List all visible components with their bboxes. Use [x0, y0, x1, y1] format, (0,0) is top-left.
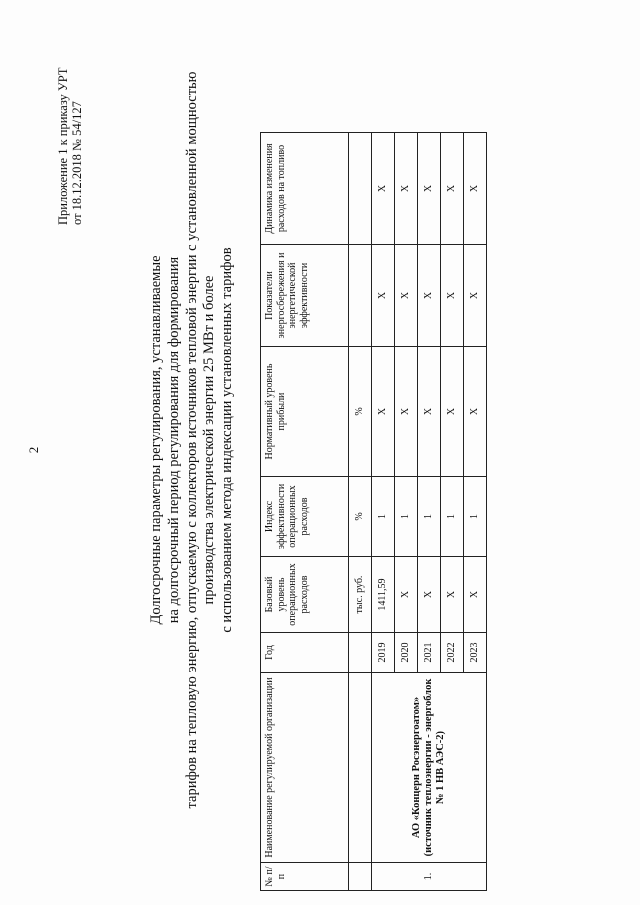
appendix-line-2: от 18.12.2018 № 54/127	[70, 101, 84, 225]
fuel-dynamics-cell: Х	[372, 133, 395, 245]
table-row	[372, 133, 395, 891]
header-year: Год	[261, 633, 349, 673]
header-energy-saving: Показатели энергосбережения и энергетической эффективности	[261, 245, 349, 347]
energy-saving-cell: Х	[372, 245, 395, 347]
efficiency-index-cell: 1	[372, 477, 395, 557]
base-opex-cell: 1411,59	[372, 557, 395, 633]
efficiency-index-cell: 1	[395, 477, 418, 557]
unit-energy-saving	[349, 245, 372, 347]
profit-level-cell: Х	[441, 347, 464, 477]
unit-num	[349, 863, 372, 891]
appendix-line-1: Приложение 1 к приказу УРТ	[56, 67, 70, 225]
year-cell: 2020	[395, 633, 418, 673]
title-line-4: производства электрической энергии 25 МВт и более	[201, 275, 218, 605]
efficiency-index-cell: 1	[418, 477, 441, 557]
header-num: № п/п	[261, 863, 349, 891]
base-opex-cell: Х	[441, 557, 464, 633]
page-number: 2	[26, 446, 41, 454]
header-base-opex: Базовый уровень операционных расходов	[261, 557, 349, 633]
fuel-dynamics-cell: Х	[441, 133, 464, 245]
unit-profit-level: %	[349, 347, 372, 477]
efficiency-index-cell: 1	[464, 477, 487, 557]
header-fuel-dynamics: Динамика изменения расходов на топливо	[261, 133, 349, 245]
title-line-1: Долгосрочные параметры регулирования, устанавливаемые	[148, 255, 164, 625]
energy-saving-cell: Х	[395, 245, 418, 347]
profit-level-cell: Х	[418, 347, 441, 477]
year-cell: 2019	[372, 633, 395, 673]
base-opex-cell: Х	[418, 557, 441, 633]
year-cell: 2023	[464, 633, 487, 673]
energy-saving-cell: Х	[418, 245, 441, 347]
year-cell: 2021	[418, 633, 441, 673]
table-header-row	[261, 133, 349, 891]
energy-saving-cell: Х	[464, 245, 487, 347]
title-line-2: на долгосрочный период регулирования для формирования	[165, 256, 182, 624]
fuel-dynamics-cell: Х	[395, 133, 418, 245]
base-opex-cell: Х	[464, 557, 487, 633]
document-title	[148, 35, 237, 845]
base-opex-cell: Х	[395, 557, 418, 633]
row-number: 1.	[372, 863, 487, 891]
profit-level-cell: Х	[372, 347, 395, 477]
unit-fuel-dynamics	[349, 133, 372, 245]
unit-efficiency-index: %	[349, 477, 372, 557]
header-efficiency-index: Индекс эффективности операционных расходов	[261, 477, 349, 557]
unit-base-opex: тыс. руб.	[349, 557, 372, 633]
fuel-dynamics-cell: Х	[418, 133, 441, 245]
parameters-table	[260, 132, 487, 891]
unit-org	[349, 673, 372, 863]
fuel-dynamics-cell: Х	[464, 133, 487, 245]
profit-level-cell: Х	[464, 347, 487, 477]
unit-year	[349, 633, 372, 673]
table-units-row	[349, 133, 372, 891]
organization-name: АО «Концерн Росэнергоатом» (источник теплоэнергии - энергоблок № 1 НВ АЭС-2)	[372, 673, 487, 863]
efficiency-index-cell: 1	[441, 477, 464, 557]
year-cell: 2022	[441, 633, 464, 673]
title-line-5: с использованием метода индексации установленных тарифов	[219, 247, 236, 633]
energy-saving-cell: Х	[441, 245, 464, 347]
header-org: Наименование регулируемой организации	[261, 673, 349, 863]
header-profit-level: Нормативный уровень прибыли	[261, 347, 349, 477]
profit-level-cell: Х	[395, 347, 418, 477]
title-line-3: тарифов на тепловую энергию, отпускаемую с коллекторов источников тепловой энергии с установленной мощностью	[183, 71, 200, 809]
appendix-reference	[56, 25, 84, 225]
